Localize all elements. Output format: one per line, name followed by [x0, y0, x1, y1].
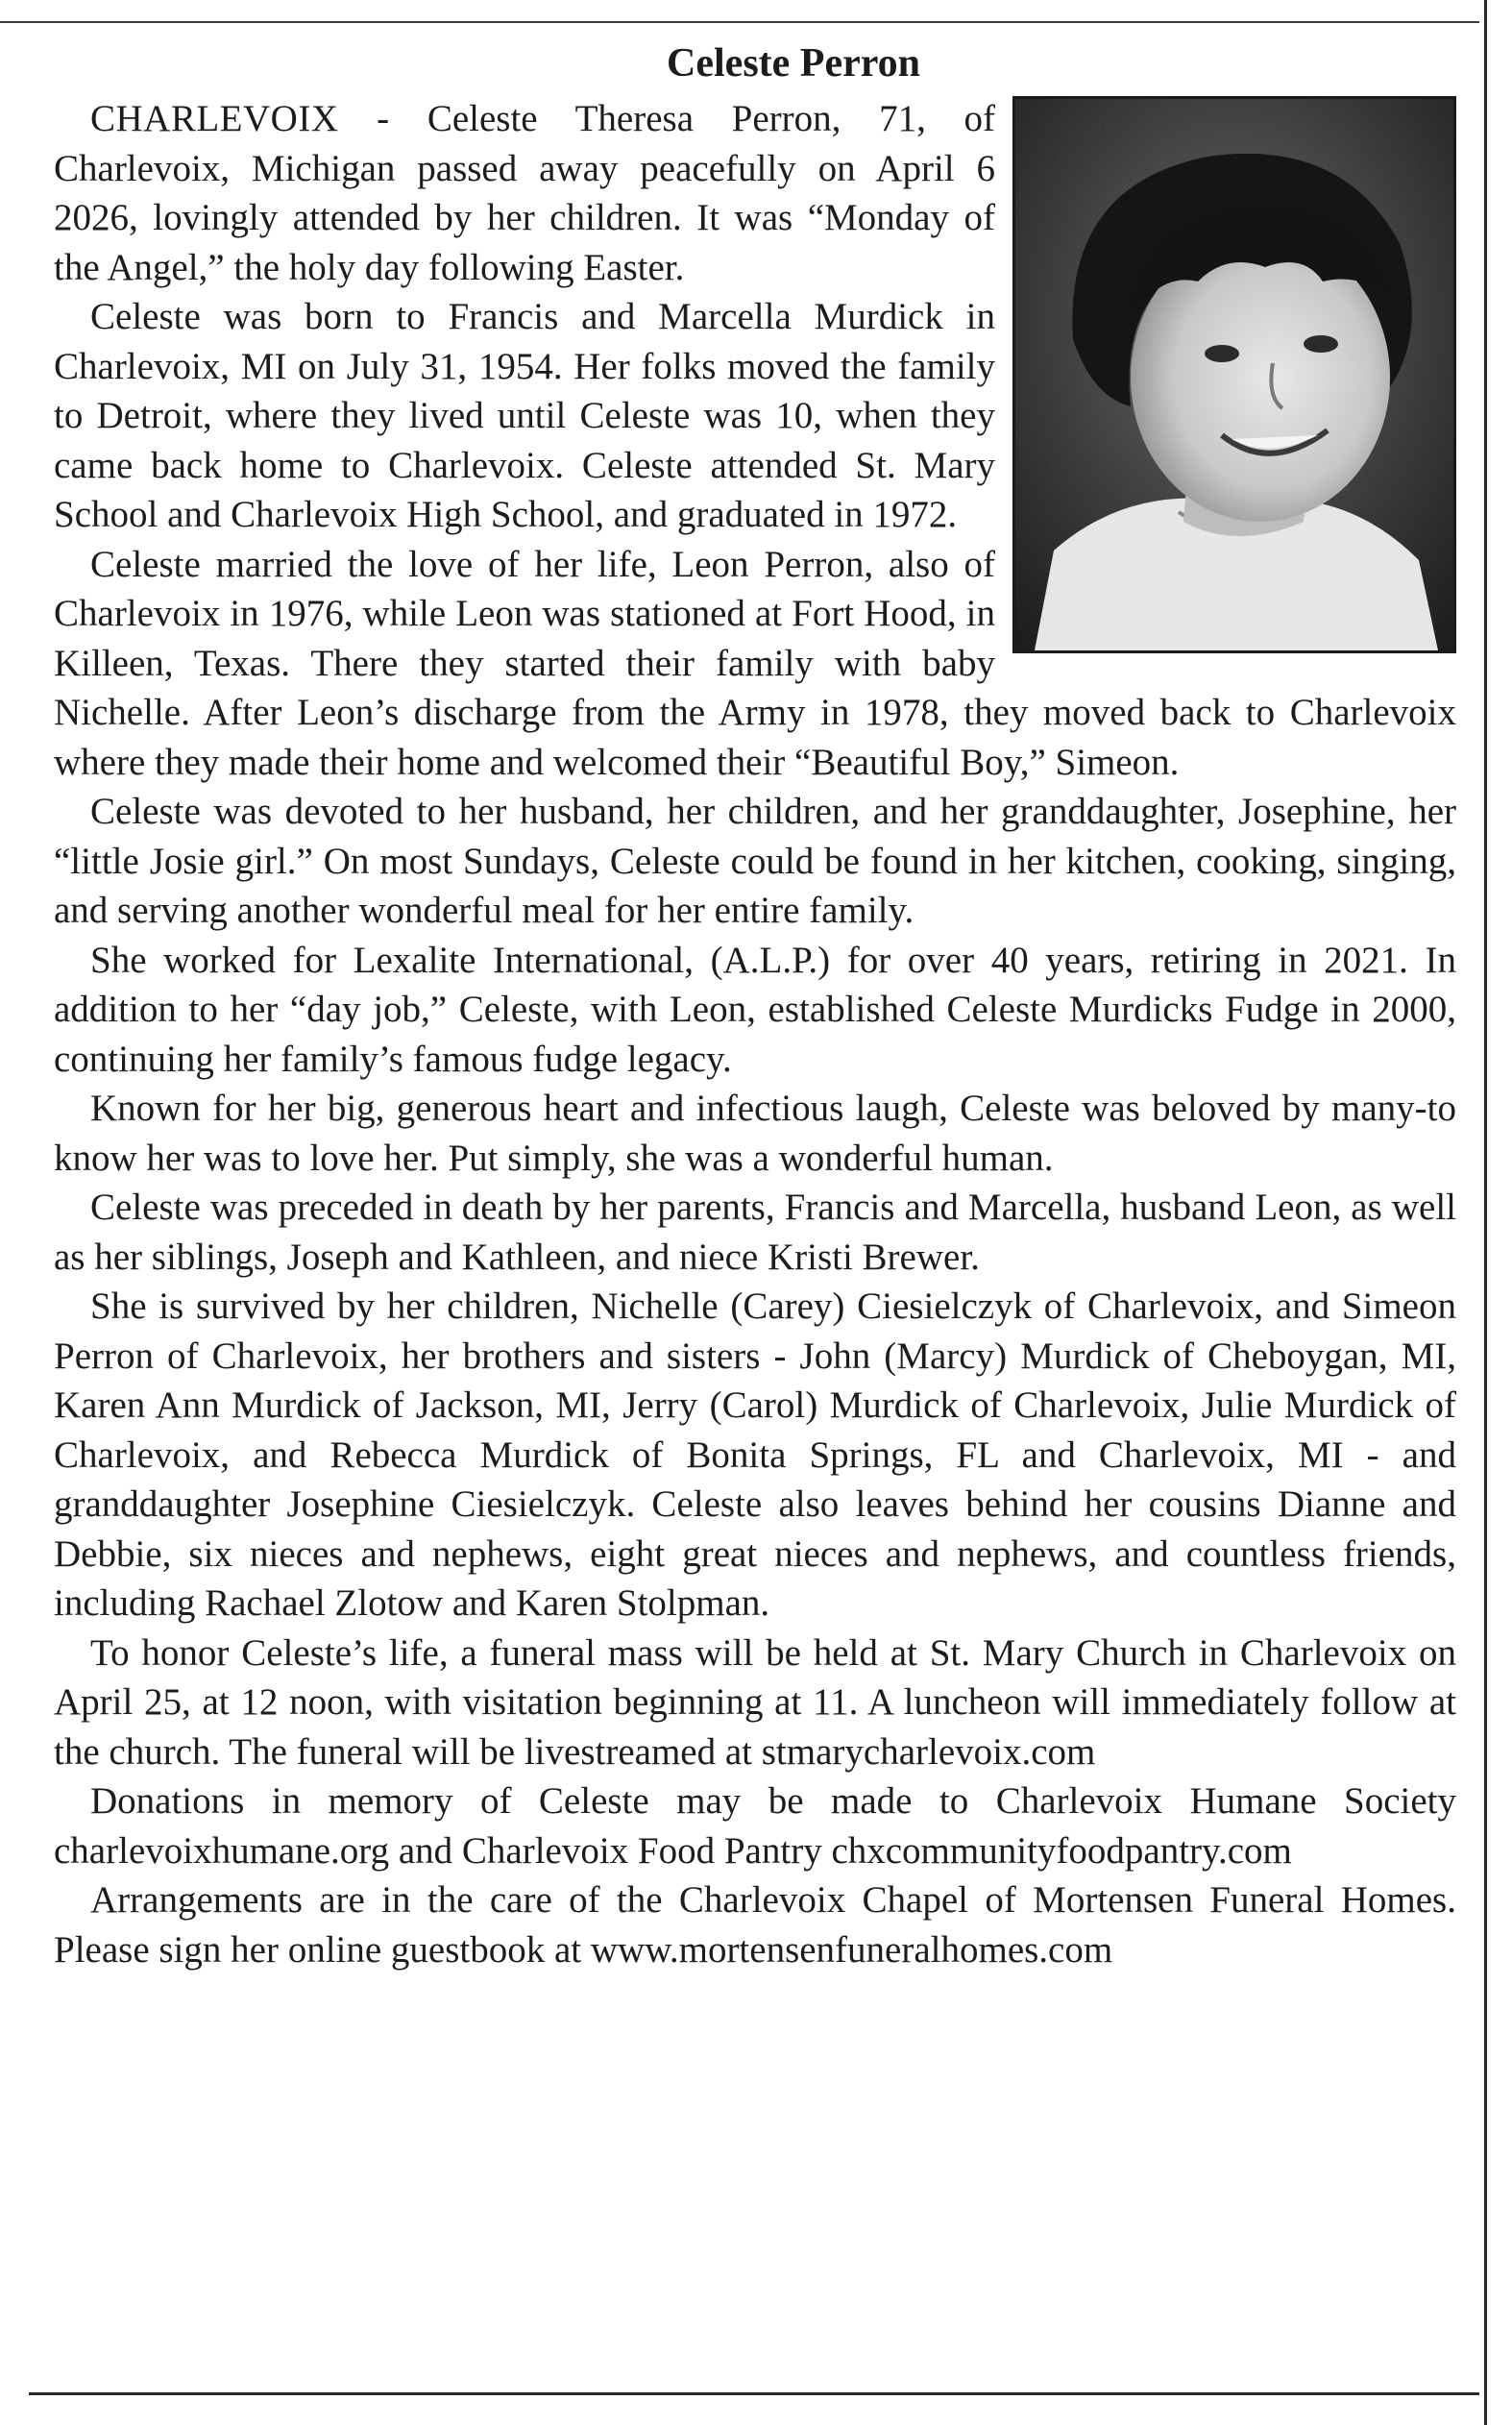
paragraph-7: Celeste was preceded in death by her parents, Francis and Marcella, husband Leon, as well as her siblings, Joseph and Kathleen, and niece Kristi Brewer. — [54, 1187, 1456, 1278]
obituary-article — [54, 37, 1456, 1974]
paragraph-8: She is survived by her children, Nichelle (Carey) Ciesielczyk of Charlevoix, and Simeon Perron of Charlevoix, her brothers and sisters - John (Marcy) Murdick of Cheboygan, MI, Karen Ann Murdick of Jackson, MI, Jerry (Carol) Murdick of Charlevoix, Julie Murdick of Charlevoix, and Rebecca Murdick of Bonita Springs, FL and Charlevoix, MI - and granddaughter Josephine Ciesielczyk. Celeste also leaves behind her cousins Dianne and Debbie, six nieces and nephews, eight great nieces and nephews, and countless friends, including Rachael Zlotow and Karen Stolpman. — [54, 1286, 1456, 1624]
paragraph-10: Donations in memory of Celeste may be made to Charlevoix Humane Society charlevoixhumane.org and Charlevoix Food Pantry chxcommunityfoodpantry.com — [54, 1780, 1456, 1872]
portrait-photo — [1012, 96, 1456, 653]
paragraph-4: Celeste was devoted to her husband, her children, and her granddaughter, Josephine, her “little Josie girl.” On most Sundays, Celeste could be found in her kitchen, cooking, singing, and serving another wonderful meal for her entire family. — [54, 791, 1456, 931]
bottom-rule — [29, 2392, 1479, 2395]
top-rule — [0, 21, 1479, 23]
obituary-headline: Celeste Perron — [667, 41, 920, 86]
obituary-body — [54, 94, 1456, 1974]
column-rule — [1484, 0, 1487, 2425]
paragraph-5: She worked for Lexalite International, (A.L.P.) for over 40 years, retiring in 2021. In addition to her “day job,” Celeste, with Leon, established Celeste Murdicks Fudge in 2000, continuing her family’s famous fudge legacy. — [54, 939, 1456, 1080]
paragraph-11: Arrangements are in the care of the Charlevoix Chapel of Mortensen Funeral Homes. Please sign her online guestbook at www.mortensenfuneralhomes.com — [54, 1879, 1456, 1971]
paragraph-2: Celeste was born to Francis and Marcella Murdick in Charlevoix, MI on July 31, 1954. Her folks moved the family to Detroit, where they lived until Celeste was 10, when they came back home to Charlevoix. Celeste attended St. Mary School and Charlevoix High School, and graduated in 1972. — [54, 296, 995, 535]
paragraph-6: Known for her big, generous heart and infectious laugh, Celeste was beloved by many-to know her was to love her. Put simply, she was a wonderful human. — [54, 1088, 1456, 1179]
paragraph-9: To honor Celeste’s life, a funeral mass will be held at St. Mary Church in Charlevoix on April 25, at 12 noon, with visitation beginning at 11. A luncheon will immediately follow at the church. The funeral will be livestreamed at stmarycharlevoix.com — [54, 1631, 1456, 1773]
paragraph-1-text: - Celeste Theresa Perron, 71, of Charlevoix, Michigan passed away peacefully on April 6 2026, lovingly attended by her children. It was “Monday of the Angel,” the holy day following Easter. — [54, 98, 995, 288]
portrait-image — [1015, 99, 1453, 650]
paragraph-3: Celeste married the love of her life, Leon Perron, also of Charlevoix in 1976, while Leon was stationed at Fort Hood, in Killeen, Texas. There they started their family with baby Nichelle. After Leon’s discharge from the Army in 1978, they moved back to Charlevoix where they made their home and welcomed their “Beautiful Boy,” Simeon. — [54, 543, 1456, 783]
dateline: CHARLEVOIX — [90, 98, 339, 139]
